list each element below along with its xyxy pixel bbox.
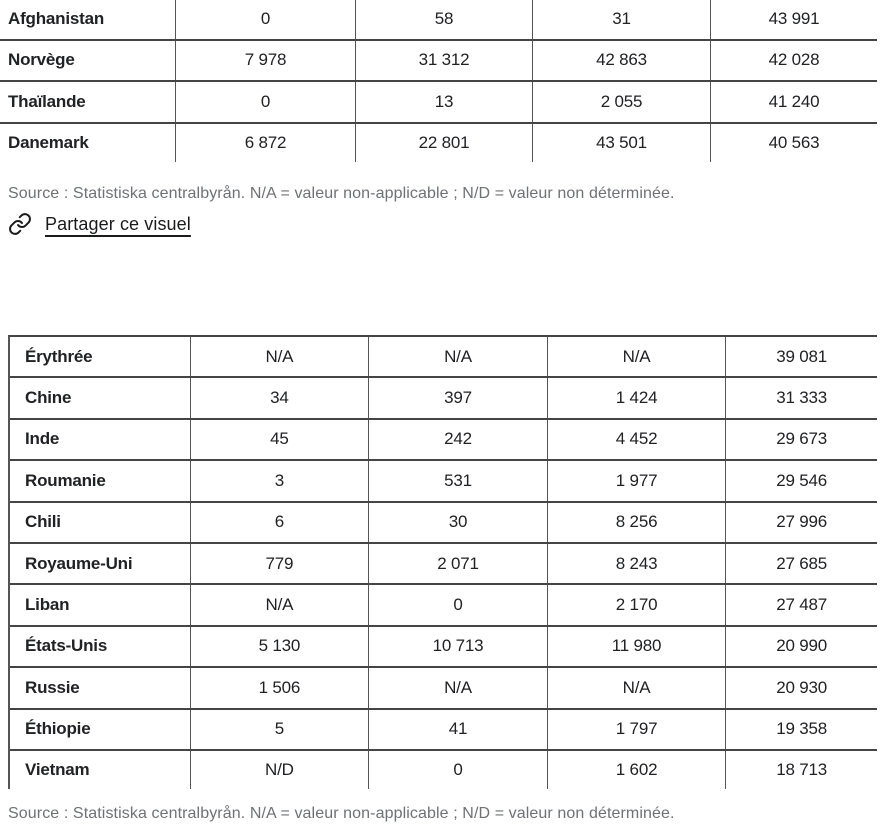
row-label: Afghanistan (8, 9, 105, 29)
cell-value: 43 501 (532, 124, 710, 162)
table-row (10, 337, 877, 378)
row-label: Roumanie (25, 470, 106, 490)
cell-value: 1 424 (547, 378, 726, 417)
row-label: Chine (25, 388, 72, 408)
cell-value: 20 990 (725, 627, 877, 666)
row-label: Danemark (8, 132, 89, 152)
cell-value: 41 (368, 710, 547, 749)
cell-value: 2 071 (368, 544, 547, 583)
cell-value: 31 333 (725, 378, 877, 417)
cell-value: N/A (547, 337, 726, 376)
row-label: Norvège (8, 50, 75, 70)
cell-value: 7 978 (175, 41, 355, 81)
cell-value: 18 713 (725, 751, 877, 789)
cell-value: 30 (368, 503, 547, 542)
data-table-bottom (8, 335, 877, 789)
cell-value: 1 977 (547, 461, 726, 500)
table-row (10, 378, 877, 419)
cell-value: N/A (368, 337, 547, 376)
row-label: Érythrée (25, 346, 93, 366)
cell-value: 6 (190, 503, 369, 542)
share-visual-label: Partager ce visuel (45, 213, 191, 234)
row-label: Thaïlande (8, 91, 86, 111)
table-row (0, 41, 877, 83)
cell-value: 20 930 (725, 668, 877, 707)
cell-value: 10 713 (368, 627, 547, 666)
cell-value: N/A (368, 668, 547, 707)
table-row (10, 627, 877, 668)
cell-value: N/A (547, 668, 726, 707)
table-row (10, 461, 877, 502)
source-caption-bottom: Source : Statistiska centralbyrån. N/A = valeur non-applicable ; N/D = valeur non déterminée. (8, 805, 675, 822)
cell-value: 42 028 (710, 41, 877, 81)
cell-value: 40 563 (710, 124, 877, 162)
cell-value: 39 081 (725, 337, 877, 376)
share-visual-link[interactable] (8, 212, 191, 236)
cell-value: 29 673 (725, 420, 877, 459)
cell-value: 19 358 (725, 710, 877, 749)
row-label: Royaume-Uni (25, 553, 133, 573)
table-row (0, 82, 877, 124)
cell-value: 242 (368, 420, 547, 459)
cell-value: 397 (368, 378, 547, 417)
table-row (10, 420, 877, 461)
cell-value: 3 (190, 461, 369, 500)
cell-value: 0 (175, 0, 355, 39)
cell-value: 43 991 (710, 0, 877, 39)
link-icon (8, 212, 32, 236)
cell-value: 2 055 (532, 82, 710, 122)
cell-value: 1 506 (190, 668, 369, 707)
table-row (10, 544, 877, 585)
cell-value: 6 872 (175, 124, 355, 162)
cell-value: 4 452 (547, 420, 726, 459)
cell-value: 0 (175, 82, 355, 122)
table-row (10, 751, 877, 789)
cell-value: 41 240 (710, 82, 877, 122)
cell-value: 1 797 (547, 710, 726, 749)
cell-value: 34 (190, 378, 369, 417)
cell-value: 5 130 (190, 627, 369, 666)
cell-value: 8 256 (547, 503, 726, 542)
cell-value: 45 (190, 420, 369, 459)
cell-value: 1 602 (547, 751, 726, 789)
row-label: Vietnam (25, 759, 90, 779)
cell-value: N/D (190, 751, 369, 789)
row-label: Liban (25, 595, 70, 615)
row-label: Inde (25, 429, 60, 449)
table-row (10, 668, 877, 709)
data-table-top (0, 0, 877, 162)
cell-value: 27 996 (725, 503, 877, 542)
cell-value: N/A (190, 337, 369, 376)
source-caption-top: Source : Statistiska centralbyrån. N/A = valeur non-applicable ; N/D = valeur non déterminée. (8, 185, 675, 202)
cell-value: 58 (355, 0, 532, 39)
cell-value: 27 487 (725, 585, 877, 624)
row-label: Éthiopie (25, 719, 91, 739)
cell-value: 8 243 (547, 544, 726, 583)
row-label: États-Unis (25, 636, 108, 656)
cell-value: N/A (190, 585, 369, 624)
cell-value: 5 (190, 710, 369, 749)
cell-value: 31 (532, 0, 710, 39)
cell-value: 11 980 (547, 627, 726, 666)
cell-value: 0 (368, 585, 547, 624)
cell-value: 31 312 (355, 41, 532, 81)
row-label: Chili (25, 512, 61, 532)
cell-value: 27 685 (725, 544, 877, 583)
cell-value: 42 863 (532, 41, 710, 81)
table-row (10, 585, 877, 626)
cell-value: 0 (368, 751, 547, 789)
table-row (0, 124, 877, 162)
table-row (0, 0, 877, 41)
cell-value: 2 170 (547, 585, 726, 624)
cell-value: 779 (190, 544, 369, 583)
cell-value: 531 (368, 461, 547, 500)
cell-value: 22 801 (355, 124, 532, 162)
cell-value: 29 546 (725, 461, 877, 500)
table-row (10, 710, 877, 751)
table-row (10, 503, 877, 544)
row-label: Russie (25, 677, 80, 697)
cell-value: 13 (355, 82, 532, 122)
